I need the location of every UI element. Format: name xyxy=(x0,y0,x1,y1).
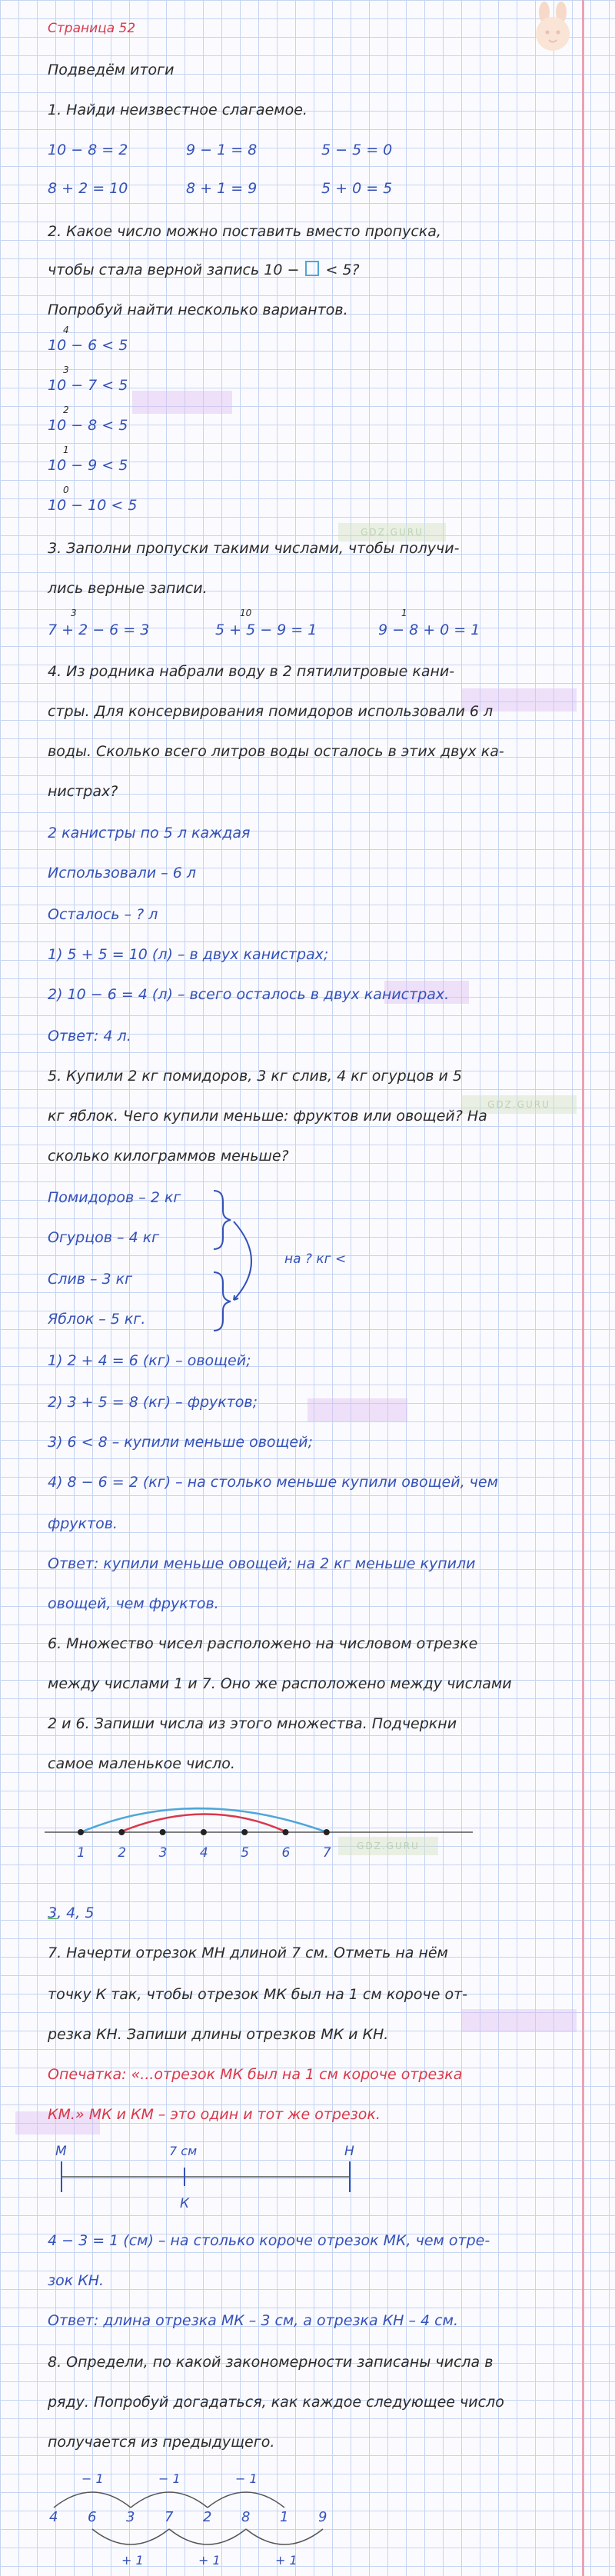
label-m: М xyxy=(55,2144,67,2159)
brace-label: на ? кг < xyxy=(284,1251,347,1267)
task1-expr: 8 + 1 = 9 xyxy=(186,180,258,197)
task3-line1: 3. Заполни пропуски такими числами, чтобы получи- xyxy=(48,540,460,557)
task5-answer: Ответ: купили меньше овощей; на 2 кг меньше купили xyxy=(48,1555,476,1572)
compare-arc xyxy=(234,1221,251,1300)
task2-answer: 10 − 6 < 5 xyxy=(48,337,128,354)
task2-note: 4 xyxy=(63,325,69,335)
sequence-plus-label: + 1 xyxy=(121,2553,144,2568)
blank-box xyxy=(305,261,319,276)
brace-bottom xyxy=(214,1272,231,1331)
sequence-plus-label: + 1 xyxy=(198,2553,221,2568)
number-line-point xyxy=(241,1829,248,1835)
task2-answer: 10 − 7 < 5 xyxy=(48,377,128,394)
sequence-number: 8 xyxy=(241,2509,251,2525)
task1-title: 1. Найди неизвестное слагаемое. xyxy=(48,102,308,118)
task2-answer: 10 − 10 < 5 xyxy=(48,497,138,514)
task7-typo: КМ.» МК и КМ – это один и тот же отрезок. xyxy=(48,2106,381,2123)
task1-expr: 5 + 0 = 5 xyxy=(321,180,393,197)
task8-line: получается из предыдущего. xyxy=(48,2434,275,2451)
task3-line2: лись верные записи. xyxy=(48,580,208,597)
watermark-patch xyxy=(461,2009,577,2032)
sequence-minus-label: − 1 xyxy=(81,2471,104,2486)
sequence-arc-bottom xyxy=(169,2529,246,2544)
number-line-label: 5 xyxy=(241,1845,250,1861)
task7-solution: 4 − 3 = 1 (см) – на столько короче отрезок МК, чем отре- xyxy=(48,2232,490,2249)
task7-line: 7. Начерти отрезок МН длиной 7 см. Отметь на нём xyxy=(48,1944,448,1961)
task3-note: 1 xyxy=(401,608,407,618)
label-k: К xyxy=(180,2196,190,2211)
task5-item: Слив – 3 кг xyxy=(48,1271,133,1288)
task7-typo: Опечатка: «...отрезок МК был на 1 см короче отрезка xyxy=(48,2066,463,2083)
task2-note: 2 xyxy=(63,405,69,415)
number-line-label: 1 xyxy=(77,1845,85,1861)
sequence-arc-top xyxy=(208,2492,284,2508)
task4-line: стры. Для консервирования помидоров использовали 6 л xyxy=(48,703,494,720)
task4-solution: 1) 5 + 5 = 10 (л) – в двух канистрах; xyxy=(48,946,329,963)
task5-item: Огурцов – 4 кг xyxy=(48,1229,160,1246)
task3-expr: 5 + 5 − 9 = 1 xyxy=(215,622,317,638)
task4-solution: 2) 10 − 6 = 4 (л) – всего осталось в двух канистрах. xyxy=(48,986,450,1003)
task5-step: 1) 2 + 4 = 6 (кг) – овощей; xyxy=(48,1352,251,1369)
number-line-point xyxy=(201,1829,207,1835)
task2-line2 xyxy=(48,260,360,280)
task3-note: 3 xyxy=(71,608,77,618)
task5-line: кг яблок. Чего купили меньше: фруктов или овощей? На xyxy=(48,1108,487,1125)
task5-step: 4) 8 − 6 = 2 (кг) – на столько меньше купили овощей, чем xyxy=(48,1474,498,1491)
task2-answer: 10 − 9 < 5 xyxy=(48,457,128,474)
task2-note: 0 xyxy=(63,485,69,495)
sequence-diagram xyxy=(38,2461,392,2569)
sequence-arc-bottom xyxy=(246,2529,323,2544)
sequence-number: 3 xyxy=(126,2509,135,2525)
number-line-point xyxy=(118,1829,125,1835)
task4-line: воды. Сколько всего литров воды осталось в этих двух ка- xyxy=(48,743,504,760)
task4-answer: Ответ: 4 л. xyxy=(48,1028,131,1045)
task5-line: сколько килограммов меньше? xyxy=(48,1148,289,1165)
task5-item: Помидоров – 2 кг xyxy=(48,1189,181,1206)
task2-line3: Попробуй найти несколько вариантов. xyxy=(48,302,348,318)
number-line-point xyxy=(324,1829,330,1835)
brace-top xyxy=(214,1191,231,1249)
sequence-number: 4 xyxy=(49,2509,58,2525)
number-line xyxy=(38,1792,484,1877)
task3-expr: 7 + 2 − 6 = 3 xyxy=(48,622,150,638)
task2-answer: 10 − 8 < 5 xyxy=(48,417,128,434)
sequence-minus-label: − 1 xyxy=(235,2471,258,2486)
number-line-point xyxy=(78,1829,84,1835)
task5-step: фруктов. xyxy=(48,1515,118,1532)
watermark-patch xyxy=(132,391,232,414)
task5-answer: овощей, чем фруктов. xyxy=(48,1595,219,1612)
task5-line: 5. Купили 2 кг помидоров, 3 кг слив, 4 кг огурцов и 5 xyxy=(48,1068,462,1085)
task4-solution: Использовали – 6 л xyxy=(48,865,196,881)
watermark-patch: GDZ.GURU xyxy=(461,1095,577,1114)
task4-line: нистрах? xyxy=(48,783,118,800)
task5-step: 2) 3 + 5 = 8 (кг) – фруктов; xyxy=(48,1394,258,1411)
task2-line2-start: чтобы стала верной запись 10 − xyxy=(48,262,300,278)
arc-1-7 xyxy=(81,1808,327,1832)
task5-item: Яблок – 5 кг. xyxy=(48,1311,146,1328)
task4-line: 4. Из родника набрали воду в 2 пятилитровые кани- xyxy=(48,663,455,680)
page-label: Страница 52 xyxy=(48,21,136,36)
sequence-number: 9 xyxy=(318,2509,327,2525)
task2-line1: 2. Какое число можно поставить вместо пропуска, xyxy=(48,223,441,240)
task7-solution: зок КН. xyxy=(48,2272,105,2289)
task8-line: 8. Определи, по какой закономерности записаны числа в xyxy=(48,2354,494,2371)
number-line-point xyxy=(160,1829,166,1835)
task1-expr: 10 − 8 = 2 xyxy=(48,142,128,158)
task6-line: 2 и 6. Запиши числа из этого множества. Подчеркни xyxy=(48,1715,457,1732)
task1-expr: 9 − 1 = 8 xyxy=(186,142,258,158)
task6-smallest: 3 xyxy=(48,1905,58,1921)
section-title: Подведём итоги xyxy=(48,62,175,78)
bunny-logo-icon xyxy=(527,2,578,55)
watermark-patch xyxy=(308,1398,407,1421)
sequence-number: 1 xyxy=(280,2509,289,2525)
task6-line: между числами 1 и 7. Оно же расположено между числами xyxy=(48,1675,512,1692)
sequence-number: 7 xyxy=(165,2509,174,2525)
task4-solution: Осталось – ? л xyxy=(48,906,158,923)
number-line-label: 7 xyxy=(322,1845,331,1861)
segment-mn xyxy=(38,2138,392,2215)
sequence-arc-top xyxy=(131,2492,208,2508)
sequence-plus-label: + 1 xyxy=(275,2553,298,2568)
task2-note: 1 xyxy=(63,445,69,455)
task8-line: ряду. Попробуй догадаться, как каждое следующее число xyxy=(48,2394,504,2411)
sequence-minus-label: − 1 xyxy=(158,2471,181,2486)
task2-line2-end: < 5? xyxy=(325,262,360,278)
number-line-label: 6 xyxy=(281,1845,291,1861)
task1-expr: 5 − 5 = 0 xyxy=(321,142,393,158)
label-n: Н xyxy=(344,2144,354,2159)
sequence-number: 6 xyxy=(88,2509,97,2525)
number-line-label: 2 xyxy=(118,1845,127,1861)
sequence-arc-top xyxy=(54,2492,131,2508)
task5-step: 3) 6 < 8 – купили меньше овощей; xyxy=(48,1434,313,1451)
task3-expr: 9 − 8 + 0 = 1 xyxy=(378,622,480,638)
task7-answer: Ответ: длина отрезка МК – 3 см, а отрезка КН – 4 см. xyxy=(48,2312,458,2329)
task4-solution: 2 канистры по 5 л каждая xyxy=(48,825,251,841)
task6-line: 6. Множество чисел расположено на числовом отрезке xyxy=(48,1635,478,1652)
number-line-point xyxy=(283,1829,289,1835)
sequence-number: 2 xyxy=(203,2509,212,2525)
task3-note: 10 xyxy=(240,608,252,618)
watermark-patch: GDZ.GURU xyxy=(338,523,446,542)
sequence-arc-bottom xyxy=(92,2529,169,2544)
watermark-patch: GDZ.GURU xyxy=(338,1837,438,1855)
task6-answer xyxy=(48,1903,94,1923)
task1-expr: 8 + 2 = 10 xyxy=(48,180,128,197)
task6-rest: , 4, 5 xyxy=(57,1905,95,1921)
number-line-label: 4 xyxy=(199,1845,208,1861)
number-line-label: 3 xyxy=(158,1845,168,1861)
task7-line: точку К так, чтобы отрезок МК был на 1 см короче от- xyxy=(48,1986,467,2003)
task2-note: 3 xyxy=(63,365,69,375)
label-length: 7 см xyxy=(169,2144,198,2158)
task6-line: самое маленькое число. xyxy=(48,1755,235,1772)
task7-line: резка КН. Запиши длины отрезков МК и КН. xyxy=(48,2026,389,2043)
